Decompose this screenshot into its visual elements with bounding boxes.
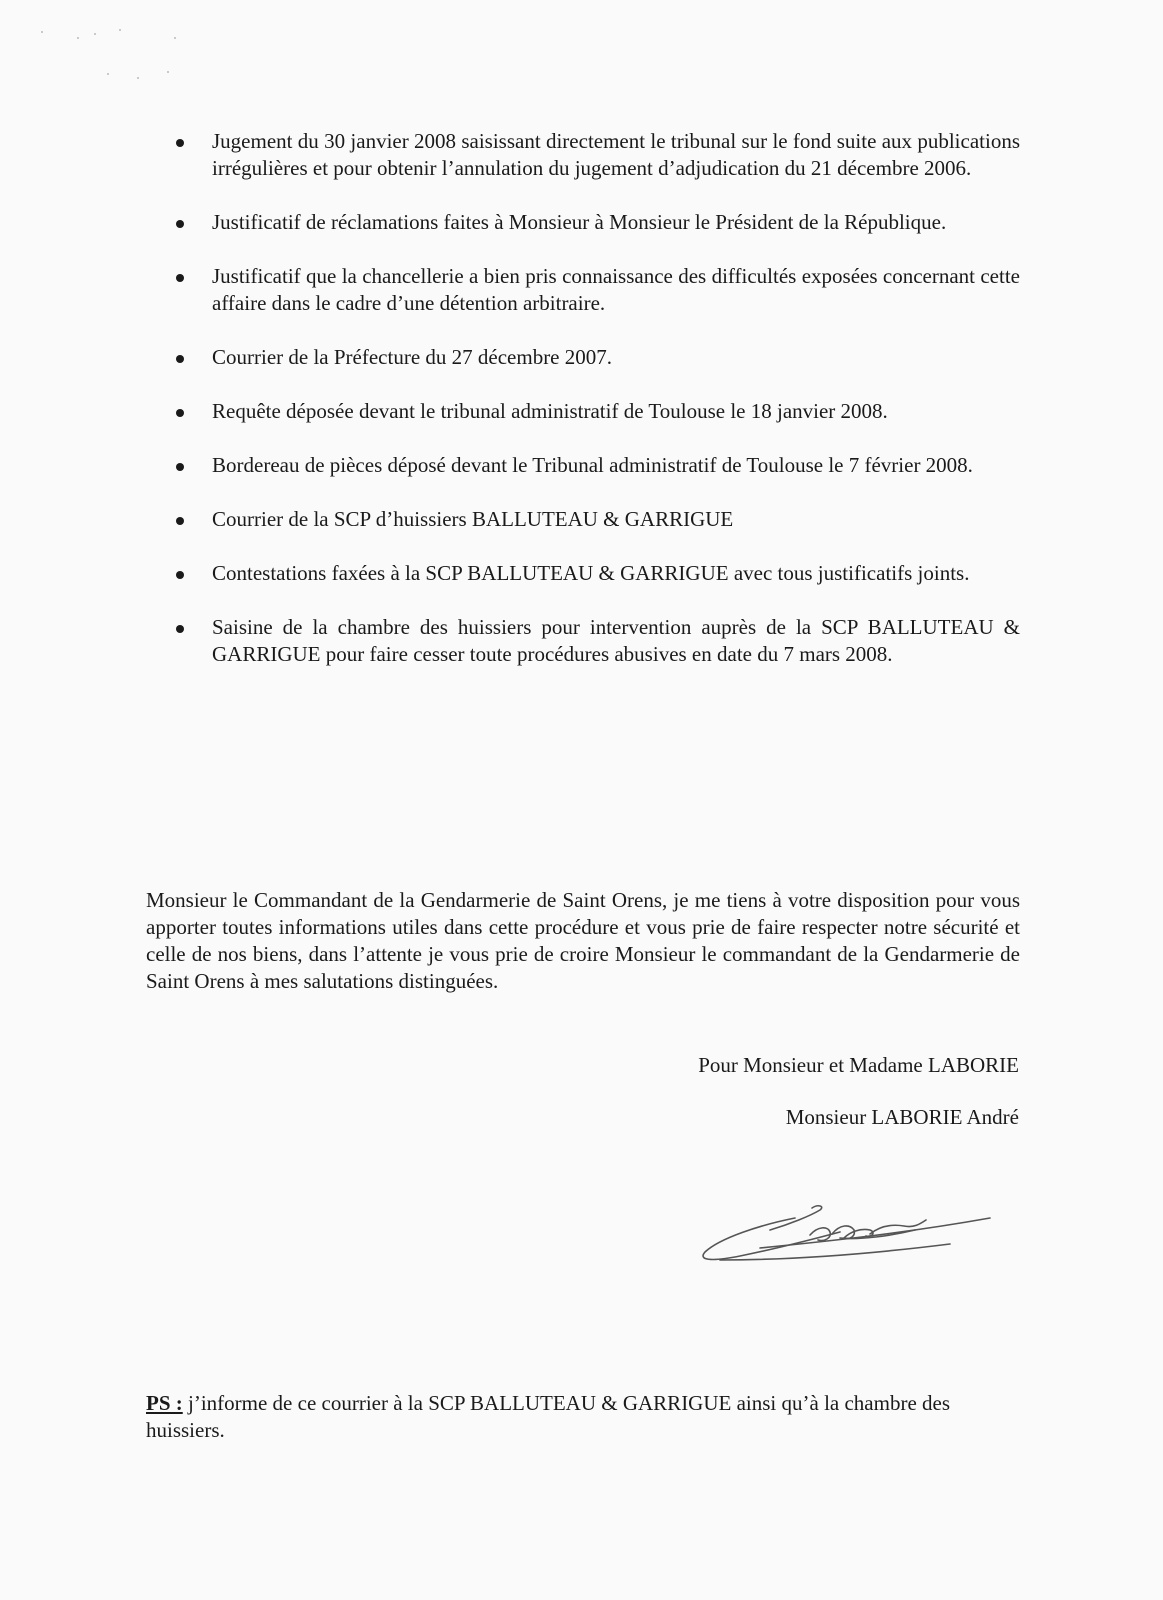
exhibit-text: Courrier de la SCP d’huissiers BALLUTEAU & GARRIGUE — [212, 507, 734, 531]
signatory-name: Monsieur LABORIE André — [785, 1105, 1019, 1129]
handwritten-signature — [700, 1190, 1010, 1280]
exhibit-text: Contestations faxées à la SCP BALLUTEAU & GARRIGUE avec tous justificatifs joints. — [212, 561, 970, 585]
bullet-dot — [176, 571, 184, 579]
exhibit-item — [168, 452, 1020, 479]
exhibit-text: Jugement du 30 janvier 2008 saisissant directement le tribunal sur le fond suite aux publications irrégulières et pour obtenir l’annulation du jugement d’adjudication du 21 décembre 2006. — [212, 129, 1020, 180]
bullet-dot — [176, 625, 184, 633]
bullet-dot — [176, 409, 184, 417]
exhibit-item — [168, 614, 1020, 668]
exhibit-item — [168, 506, 1020, 533]
bullet-dot — [176, 463, 184, 471]
exhibit-item — [168, 344, 1020, 371]
bullet-dot — [176, 274, 184, 282]
postscript-label: PS : — [146, 1391, 183, 1415]
exhibit-text: Requête déposée devant le tribunal administratif de Toulouse le 18 janvier 2008. — [212, 399, 888, 423]
scan-specks — [0, 0, 1163, 120]
exhibit-item — [168, 560, 1020, 587]
exhibit-list — [168, 128, 1020, 695]
exhibit-text: Courrier de la Préfecture du 27 décembre 2007. — [212, 345, 613, 369]
bullet-dot — [176, 517, 184, 525]
closing-paragraph: Monsieur le Commandant de la Gendarmerie de Saint Orens, je me tiens à votre disposition pour vous apporter toutes informations utiles dans cette procédure et vous prie de faire respecter notre sécurité et celle de nos biens, dans l’attente je vous prie de croire Monsieur le commandant de la Gendarmerie de Saint Orens à mes salutations distinguées. — [146, 888, 1020, 993]
signatory-line: Pour Monsieur et Madame LABORIE — [698, 1053, 1019, 1077]
exhibit-text: Bordereau de pièces déposé devant le Tribunal administratif de Toulouse le 7 février 2008. — [212, 453, 973, 477]
bullet-dot — [176, 220, 184, 228]
exhibit-item — [168, 398, 1020, 425]
bullet-dot — [176, 355, 184, 363]
exhibit-item — [168, 263, 1020, 317]
exhibit-item — [168, 128, 1020, 182]
postscript-text: j’informe de ce courrier à la SCP BALLUTEAU & GARRIGUE ainsi qu’à la chambre des huissiers. — [146, 1391, 951, 1442]
bullet-dot — [176, 139, 184, 147]
exhibit-text: Justificatif de réclamations faites à Monsieur à Monsieur le Président de la République. — [212, 210, 947, 234]
postscript — [146, 1390, 1020, 1444]
exhibit-text: Saisine de la chambre des huissiers pour intervention auprès de la SCP BALLUTEAU & GARRIGUE pour faire cesser toute procédures abusives en date du 7 mars 2008. — [212, 615, 1020, 666]
exhibit-text: Justificatif que la chancellerie a bien pris connaissance des difficultés exposées concernant cette affaire dans le cadre d’une détention arbitraire. — [212, 264, 1020, 315]
exhibit-item — [168, 209, 1020, 236]
